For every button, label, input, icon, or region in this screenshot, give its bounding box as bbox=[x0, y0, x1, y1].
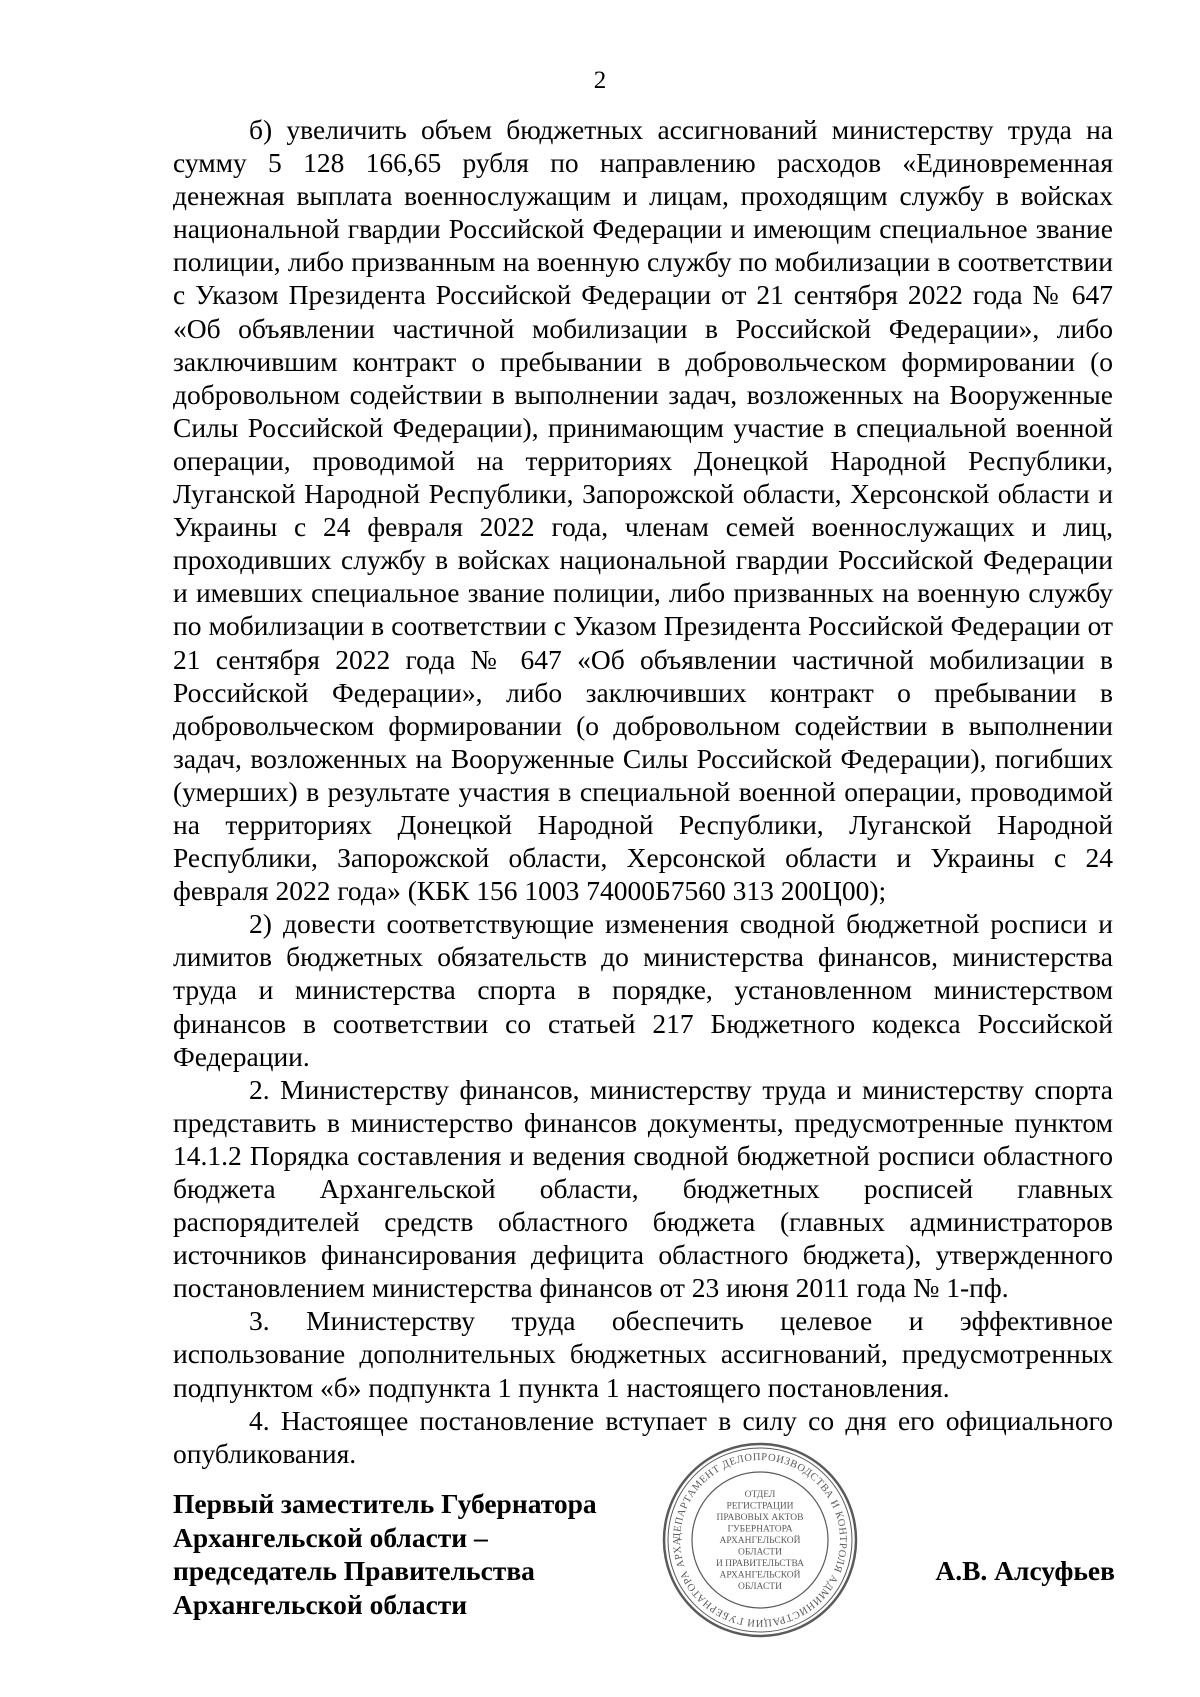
paragraph-2: 2) довести соответствующие изменения сводной бюджетной росписи и лимитов бюджетных обязательств до министерства финансов, министерства труда и министерства спорта в порядке, установленном министерством финансов в соответствии со статьей 217 Бюджетного кодекса Российской Федерации. bbox=[173, 908, 1113, 1072]
clause-4: 4. Настоящее постановление вступает в силу со дня его официального опубликования. bbox=[173, 1404, 1113, 1469]
seal-center-line: И ПРАВИТЕЛЬСТВА bbox=[715, 1559, 805, 1569]
signatory-title bbox=[173, 1487, 643, 1621]
signatory-name: А.В. Алсуфьев bbox=[935, 1555, 1115, 1586]
clause-3: 3. Министерству труда обеспечить целевое и эффективное использование дополнительных бюджетных ассигнований, предусмотренных подпунктом «б» подпункта 1 пункта 1 настоящего постановления. bbox=[173, 1305, 1113, 1403]
clause-2: 2. Министерству финансов, министерству труда и министерству спорта представить в министерство финансов документы, предусмотренные пунктом 14.1.2 Порядка составления и ведения сводной бюджетной росписи областного бюджета Архангельской области, бюджетных росписей главных распорядителей средств областного бюджета (главных администраторов источников финансирования дефицита областного бюджета), утвержденного постановлением министерства финансов от 23 июня 2011 года № 1-пф. bbox=[173, 1073, 1113, 1304]
seal-center-line: ПРАВОВЫХ АКТОВ bbox=[716, 1513, 804, 1523]
seal-ring-text: ДЕПАРТАМЕНТ ДЕЛОПРОИЗВОДСТВА И КОНТРОЛЯ АДМИНИСТРАЦИИ ГУБЕРНАТОРА АРХА bbox=[671, 1451, 849, 1629]
paragraph-1b: б) увеличить объем бюджетных ассигнований министерству труда на сумму 5 128 166,65 рубля по направлению расходов «Единовременная денежная выплата военнослужащим и лицам, проходящим службу в войсках национальной гвардии Российской Федерации и имеющим специальное звание полиции, либо призванным на военную службу по мобилизации в соответствии с Указом Президента Российской Федерации от 21 сентября 2022 года № 647 «Об объявлении частичной мобилизации в Российской Федерации», либо заключившим контракт о пребывании в добровольческом формировании (о добровольном содействии в выполнении задач, возложенных на Вооруженные Силы Российской Федерации), принимающим участие в специальной военной операции, проводимой на территориях Донецкой Народной Республики, Луганской Народной Республики, Запорожской области, Херсонской области и Украины с 24 февраля 2022 года, членам семей военнослужащих и лиц, проходивших службу в войсках национальной гвардии Российской Федерации и имевших специальное звание полиции, либо призванных на военную службу по мобилизации в соответствии с Указом Президента Российской Федерации от 21 сентября 2022 года № 647 «Об объявлении частичной мобилизации в Российской Федерации», либо заключивших контракт о пребывании в добровольческом формировании (о добровольном содействии в выполнении задач, возложенных на Вооруженные Силы Российской Федерации), погибших (умерших) в результате участия в специальной военной операции, проводимой на территориях Донецкой Народной Республики, Луганской Народной Республики, Запорожской области, Херсонской области и Украины с 24 февраля 2022 года» (КБК 156 1003 74000Б7560 313 200Ц00); bbox=[173, 114, 1113, 907]
seal-center-line: АРХАНГЕЛЬСКОЙ bbox=[719, 1570, 801, 1581]
seal-center-text bbox=[716, 1490, 804, 1592]
seal-center-line: ОБЛАСТИ bbox=[738, 1547, 782, 1558]
signatory-title-line: Первый заместитель Губернатора bbox=[173, 1488, 597, 1519]
signatory-title-line: Архангельской области bbox=[173, 1588, 468, 1620]
document-body bbox=[173, 113, 1113, 1470]
seal-graphic bbox=[660, 1440, 860, 1640]
seal-center-line: АРХАНГЕЛЬСКОЙ bbox=[719, 1536, 801, 1546]
seal-center-line: ОТДЕЛ bbox=[744, 1490, 776, 1500]
seal-center-line: ОБЛАСТИ bbox=[738, 1582, 782, 1592]
seal-center-line: РЕГИСТРАЦИИ bbox=[726, 1501, 794, 1512]
seal-center-line: ГУБЕРНАТОРА bbox=[727, 1524, 793, 1535]
page-number: 2 bbox=[593, 67, 607, 94]
official-seal-stamp bbox=[660, 1440, 860, 1640]
signatory-title-line: председатель Правительства bbox=[173, 1555, 535, 1586]
signatory-title-line: Архангельской области – bbox=[173, 1521, 488, 1553]
